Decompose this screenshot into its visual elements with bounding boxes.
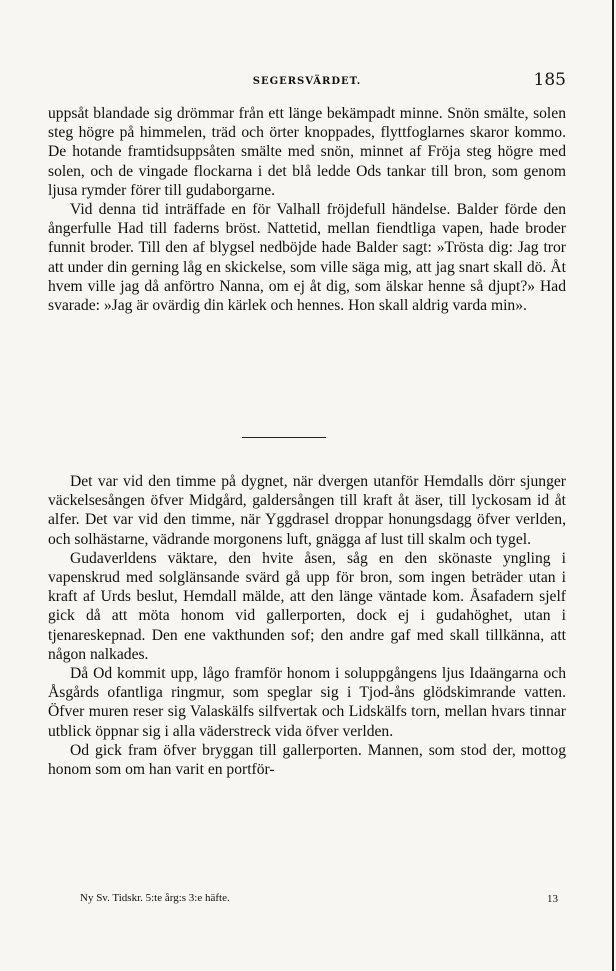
running-title: SEGERSVÄRDET. (252, 76, 362, 87)
text-section-2 (48, 472, 566, 779)
text-section-1 (48, 104, 566, 315)
section-divider (242, 437, 326, 438)
paragraph: Od gick fram öfver bryggan till gallerporten. Mannen, som stod der, mottog honom som om han varit en portför- (48, 741, 566, 779)
paragraph: Då Od kommit upp, lågo framför honom i soluppgångens ljus Idaängarna och Åsgårds ofantliga ringmur, som speglar sig i Tjod-åns glödskimrande vatten. Öfver muren reser sig Valaskälfs silfvertak och Lidskälfs torn, mellan hvars tinnar utblick öppnar sig i alla väderstreck vida öfver verlden. (48, 665, 566, 740)
page-header (48, 68, 566, 90)
paragraph: uppsåt blandade sig drömmar från ett länge bekämpadt minne. Snön smälte, solen steg högre på himmelen, träd och örter knoppades, flyttfoglarnes skaror kommo. De hotande framtidsuppsåten smälte med snön, minnet af Fröja steg högre med solen, och de vingade flockarna i det blå ledde Ods tankar till bron, som genom ljusa rymder förer till gudaborgarne. (48, 105, 566, 199)
sheet-signature: 13 (547, 893, 558, 905)
journal-signature-line: Ny Sv. Tidskr. 5:te årg:s 3:e häfte. (80, 892, 230, 904)
paragraph: Det var vid den timme på dygnet, när dvergen utanför Hemdalls dörr sjunger väckelsesången öfver Midgård, galdersången till kraft åt äser, till lyckosam id åt alfer. Det var vid den timme, när Yggdrasel droppar honungsdagg öfver verlden, och solhästarne, vädrande morgonens luft, gnägga af lust till skalm och tygel. (48, 473, 566, 548)
paragraph: Vid denna tid inträffade en för Valhall fröjdefull händelse. Balder förde den ångerfulle Had till faderns bröst. Nattetid, mellan fiendtliga vapen, hade broder funnit broder. Till den af blygsel nedböjde hade Balder sagt: »Trösta dig: Jag tror att under din gerning låg en skickelse, som ville säga mig, att jag snart skall dö. Åt hvem ville jag då anförtro Nanna, om ej åt dig, som älskar henne så djupt?» Had svarade: »Jag är ovärdig din kärlek och hennes. Hon skall aldrig varda min». (48, 201, 566, 315)
paragraph: Gudaverldens väktare, den hvite åsen, såg en den skönaste yngling i vapenskrud med solglänsande svärd gå upp för bron, som ingen beträder utan i kraft af Urds beslut, Hemdall mälde, att den länge väntade kom. Åsafadern sjelf gick då att möta honom vid gallerporten, dock ej i gudahöghet, utan i tjenareskepnad. Den ene vakthunden sof; den andre gaf med skall tillkänna, att någon nalkades. (48, 549, 566, 663)
page-number: 185 (533, 70, 566, 90)
page-edge (612, 0, 614, 971)
page-footer (80, 892, 566, 910)
